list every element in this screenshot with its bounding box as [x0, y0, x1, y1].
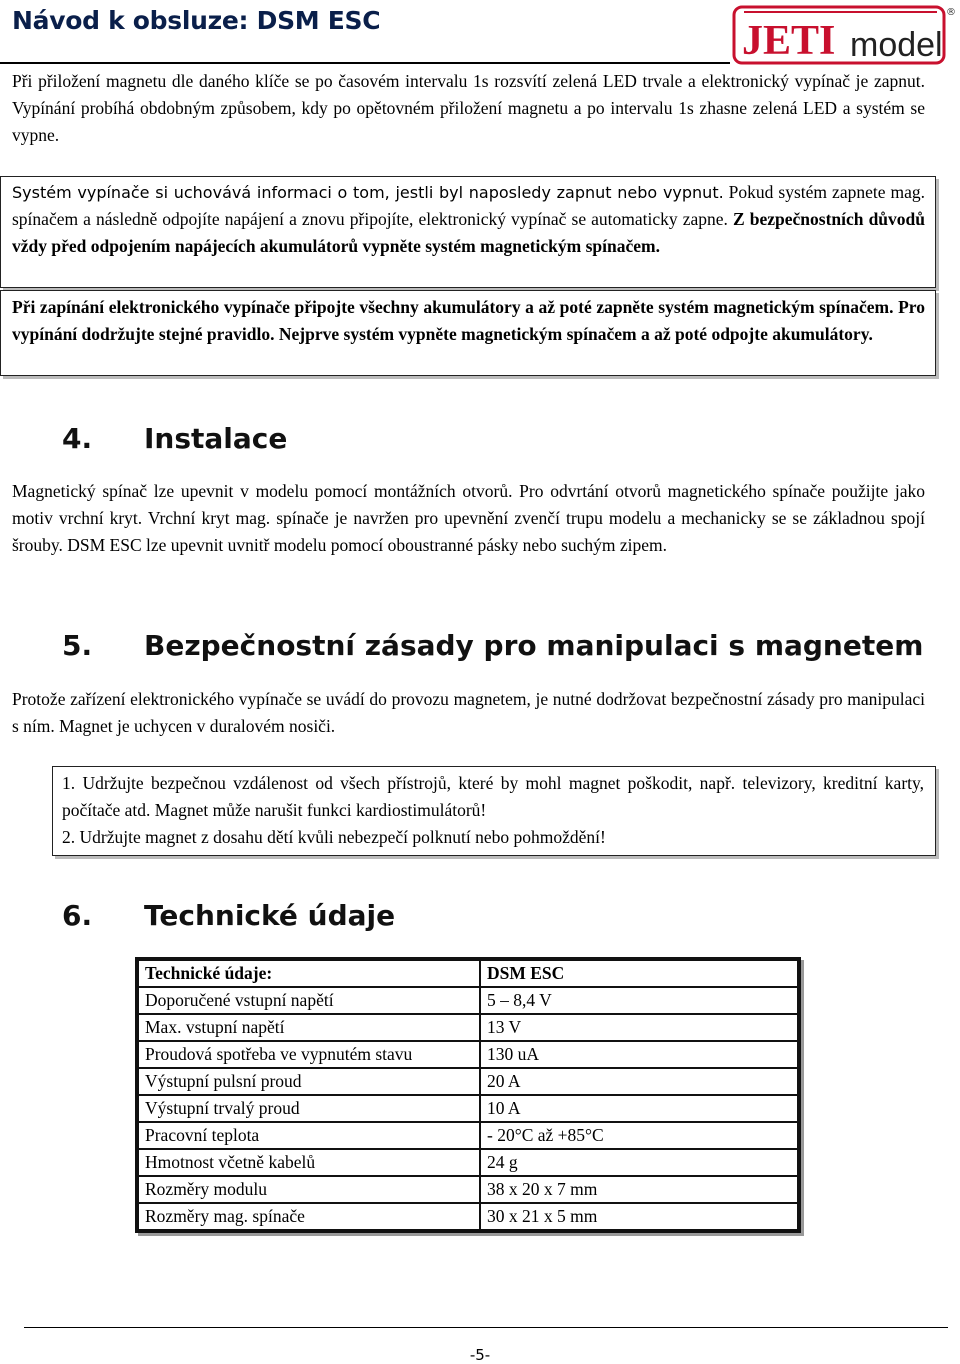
table-row: [137, 1176, 799, 1203]
section-4-number: 4.: [62, 422, 93, 455]
safety-rule-2: 2. Udržujte magnet z dosahu dětí kvůli nebezpečí polknutí nebo pohmoždění!: [62, 827, 606, 847]
header-rule: [0, 62, 730, 64]
table-cell-value: 5 – 8,4 V: [480, 987, 799, 1014]
table-row: [137, 1041, 799, 1068]
table-cell-label: Pracovní teplota: [137, 1122, 480, 1149]
memory-note-sans: Systém vypínače si uchovává informaci o tom, jestli byl naposledy zapnut nebo vypnut.: [12, 183, 724, 202]
safety-rule-1: 1. Udržujte bezpečnou vzdálenost od všech přístrojů, které by mohl magnet poškodit, např. televizory, kreditní karty, počítače atd. Magnet může narušit funkci kardiostimulátorů!: [62, 773, 924, 820]
table-header-row: [137, 959, 799, 987]
document-title: Návod k obsluze: DSM ESC: [12, 6, 381, 35]
table-row: [137, 1095, 799, 1122]
table-row: [137, 1068, 799, 1095]
table-row: [137, 1014, 799, 1041]
power-order-text: Při zapínání elektronického vypínače připojte všechny akumulátory a až poté zapněte systém magnetickým spínačem. Pro vypínání dodržujte stejné pravidlo. Nejprve systém vypněte magnetickým spínačem a až poté odpojte akumulátory.: [12, 297, 925, 344]
memory-note-warning: Z bezpečnostních důvodů vždy před odpojením napájecích akumulátorů vypněte systém magnetickým spínačem.: [12, 209, 926, 256]
section-6-number: 6.: [62, 899, 93, 932]
table-cell-value: 130 uA: [480, 1041, 799, 1068]
section-4-title: Instalace: [144, 422, 288, 455]
table-cell-label: Rozměry modulu: [137, 1176, 480, 1203]
section-4-paragraph: Magnetický spínač lze upevnit v modelu pomocí montážních otvorů. Pro odvrtání otvorů magnetického spínače použijte jako motiv vrchní kryt. Vrchní kryt mag. spínače je navržen pro upevnění zvenčí trupu modelu a mechanicky se se základnou spojí šrouby. DSM ESC lze upevnit uvnitř modelu pomocí oboustranné pásky nebo suchým zipem.: [12, 481, 925, 555]
table-header-cell: Technické údaje:: [137, 959, 480, 987]
logo-brand-text: JETI: [742, 18, 836, 64]
memory-note-normal: Pokud systém zapnete mag. spínačem a následně odpojíte napájení a znovu připojíte, elektronický vypínač se automaticky zapne.: [12, 182, 925, 229]
logo-registered-mark: ®: [946, 7, 956, 18]
table-row: [137, 987, 799, 1014]
table-cell-value: 20 A: [480, 1068, 799, 1095]
logo-sub-text: model: [850, 26, 943, 64]
table-row: [137, 1122, 799, 1149]
memory-note-text: [12, 179, 925, 260]
intro-paragraph: Při přiložení magnetu dle daného klíče se po časovém intervalu 1s rozsvítí zelená LED trvale a elektronický vypínač je zapnut. Vypínání probíhá obdobným způsobem, kdy po opětovném přiložení magnetu a po intervalu 1s zhasne zelená LED a systém se vypne.: [12, 71, 925, 145]
table-cell-label: Max. vstupní napětí: [137, 1014, 480, 1041]
jeti-model-logo: [732, 4, 958, 66]
table-cell-label: Rozměry mag. spínače: [137, 1203, 480, 1231]
table-cell-value: 30 x 21 x 5 mm: [480, 1203, 799, 1231]
table-cell-label: Doporučené vstupní napětí: [137, 987, 480, 1014]
table-cell-value: 24 g: [480, 1149, 799, 1176]
table-row: [137, 1149, 799, 1176]
table-cell-value: - 20°C až +85°C: [480, 1122, 799, 1149]
page-number: -5-: [469, 1346, 491, 1364]
section-6-heading: [62, 899, 395, 932]
table-cell-label: Výstupní trvalý proud: [137, 1095, 480, 1122]
footer-rule: [24, 1327, 948, 1328]
section-5-title: Bezpečnostní zásady pro manipulaci s magnetem: [144, 629, 924, 662]
section-6-title: Technické údaje: [144, 899, 396, 932]
table-cell-value: 38 x 20 x 7 mm: [480, 1176, 799, 1203]
table-header-cell: DSM ESC: [480, 959, 799, 987]
section-5-heading: [62, 629, 923, 662]
technical-data-table: [135, 957, 801, 1233]
table-cell-label: Proudová spotřeba ve vypnutém stavu: [137, 1041, 480, 1068]
table-cell-value: 13 V: [480, 1014, 799, 1041]
table-cell-label: Výstupní pulsní proud: [137, 1068, 480, 1095]
table-row: [137, 1203, 799, 1231]
section-4-heading: [62, 422, 287, 455]
table-cell-label: Hmotnost včetně kabelů: [137, 1149, 480, 1176]
table-cell-value: 10 A: [480, 1095, 799, 1122]
section-5-number: 5.: [62, 629, 93, 662]
section-5-paragraph: Protože zařízení elektronického vypínače se uvádí do provozu magnetem, je nutné dodržovat bezpečnostní zásady pro manipulaci s ním. Magnet je uchycen v duralovém nosiči.: [12, 689, 925, 736]
